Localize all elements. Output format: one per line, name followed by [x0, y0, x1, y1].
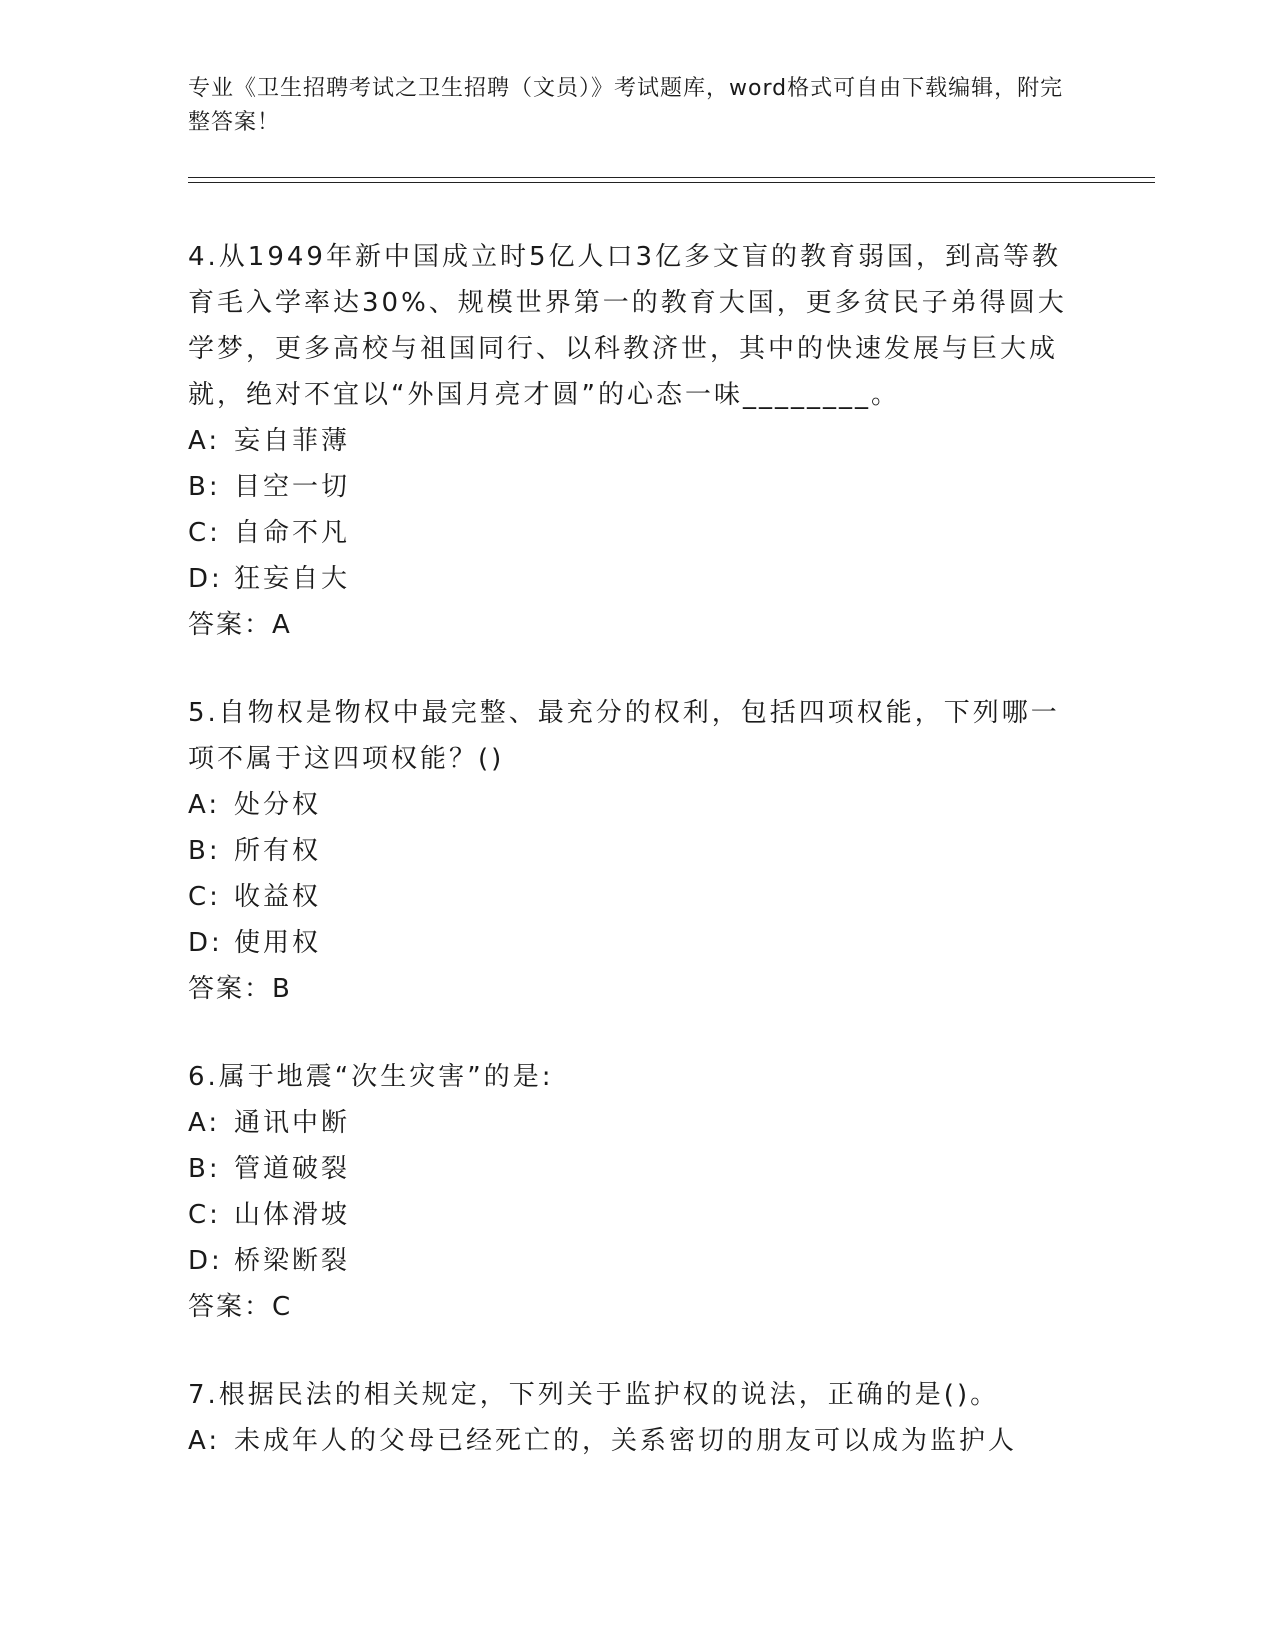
option-text: 妄自菲薄: [234, 426, 351, 456]
option-text: 使用权: [234, 928, 322, 958]
option-letter: C:: [188, 882, 221, 912]
question-7: [188, 1372, 1088, 1464]
option-c: [188, 510, 1088, 556]
option-c: [188, 1192, 1088, 1238]
option-text: 狂妄自大: [234, 564, 351, 594]
question-4: [188, 234, 1088, 648]
option-letter: A:: [188, 426, 221, 456]
option-b: [188, 828, 1088, 874]
answer-line: 答案：B: [188, 974, 292, 1004]
question-text: 6.属于地震“次生灾害”的是:: [188, 1062, 554, 1092]
option-text: 山体滑坡: [234, 1200, 351, 1230]
option-a: [188, 418, 1088, 464]
question-text: 4.从1949年新中国成立时5亿人口3亿多文盲的教育弱国，到高等教育毛入学率达30%、规模世界第一的教育大国，更多贫民子弟得圆大学梦，更多高校与祖国同行、以科教济世，其中的快速发展与巨大成就，绝对不宜以“外国月亮才圆”的心态一味________。: [188, 242, 1067, 410]
question-text: 7.根据民法的相关规定，下列关于监护权的说法，正确的是()。: [188, 1380, 1000, 1410]
option-c: [188, 874, 1088, 920]
option-b: [188, 464, 1088, 510]
option-d: [188, 920, 1088, 966]
option-d: [188, 1238, 1088, 1284]
option-text: 通讯中断: [234, 1108, 351, 1138]
option-letter: B:: [188, 836, 221, 866]
question-5: [188, 690, 1088, 1012]
answer-line: 答案：A: [188, 610, 292, 640]
option-a: [188, 782, 1088, 828]
option-text: 管道破裂: [234, 1154, 351, 1184]
option-letter: B:: [188, 472, 221, 502]
option-letter: A:: [188, 790, 221, 820]
option-letter: D:: [188, 928, 223, 958]
option-letter: C:: [188, 1200, 221, 1230]
question-6: [188, 1054, 1088, 1330]
answer-line: 答案：C: [188, 1292, 293, 1322]
option-letter: D:: [188, 564, 223, 594]
option-text: 桥梁断裂: [234, 1246, 351, 1276]
option-a: [188, 1100, 1088, 1146]
option-text: 收益权: [234, 882, 322, 912]
option-text: 自命不凡: [234, 518, 351, 548]
option-letter: A:: [188, 1426, 221, 1456]
option-a: [188, 1418, 1088, 1464]
option-text: 未成年人的父母已经死亡的，关系密切的朋友可以成为监护人: [234, 1426, 1018, 1456]
document-header: 专业《卫生招聘考试之卫生招聘（文员）》考试题库，word格式可自由下载编辑，附完整答案！: [188, 76, 1064, 135]
header-divider-second: [188, 182, 1155, 183]
question-text: 5.自物权是物权中最完整、最充分的权利，包括四项权能，下列哪一项不属于这四项权能？(): [188, 698, 1060, 774]
option-text: 所有权: [234, 836, 322, 866]
option-b: [188, 1146, 1088, 1192]
option-text: 处分权: [234, 790, 322, 820]
option-letter: A:: [188, 1108, 221, 1138]
option-letter: B:: [188, 1154, 221, 1184]
option-text: 目空一切: [234, 472, 351, 502]
option-letter: D:: [188, 1246, 223, 1276]
option-letter: C:: [188, 518, 221, 548]
option-d: [188, 556, 1088, 602]
header-divider: [188, 177, 1155, 178]
